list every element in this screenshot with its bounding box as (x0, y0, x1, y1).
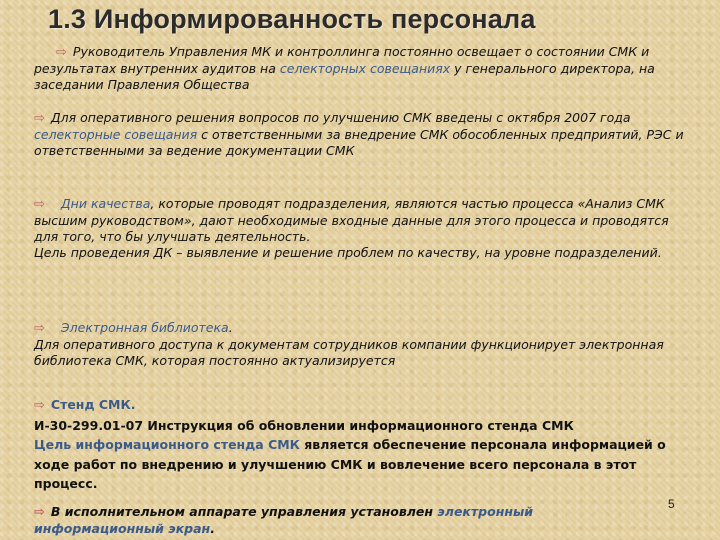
arrow-right-icon: ⇨ (34, 111, 45, 126)
arrow-right-icon: ⇨ (34, 398, 45, 413)
link-info-screen[interactable]: электронный информационный экран (34, 504, 534, 536)
link-quality-days[interactable]: Дни качества (60, 196, 151, 211)
paragraph-electronic-library: ⇨ Электронная библиотека. Для оперативного доступа к документам сотрудников компании функционирует электронная библиотека СМК, которая постоянно актуализируется (34, 320, 684, 369)
arrow-right-icon: ⇨ (34, 321, 45, 336)
paragraph-qms-stand: ⇨ Стенд СМК. И-30-299.01-07 Инструкция об обновлении информационного стенда СМК Цель информационного стенда СМК является обеспечение персонала информацией о ходе работ по внедрению и улучшению СМК и вовлечение всего персонала в этот процесс. (34, 395, 684, 494)
link-stand-goal[interactable]: Цель информационного стенда СМК (34, 437, 300, 452)
page-number: 5 (668, 497, 675, 511)
link-selector-meetings[interactable]: селекторных совещаниях (279, 61, 451, 76)
paragraph-info-screen: ⇨ В исполнительном аппарате управления установлен электронный информационный экран. (34, 504, 534, 536)
arrow-right-icon: ⇨ (34, 197, 45, 212)
quality-days-goal: Цель проведения ДК – выявление и решение проблем по качеству, на уровне подразделений. (34, 245, 662, 260)
paragraph-quality-days: ⇨ Дни качества, которые проводят подразделения, являются частью процесса «Анализ СМК высшим руководством», дают необходимые входные данные для этого процесса и проводятся для того, что бы улучшать деятельность. Цель проведения ДК – выявление и решение проблем по качеству, на уровне подразделений. (34, 196, 684, 261)
paragraph-mk-controlling: ⇨ Руководитель Управления МК и контроллинга постоянно освещает о состоянии СМК и результатах внутренних аудитов на селекторных совещаниях у генерального директора, на заседании Правления Общества (34, 44, 655, 92)
link-qms-stand[interactable]: Стенд СМК. (50, 397, 136, 412)
arrow-right-icon: ⇨ (34, 505, 45, 520)
link-electronic-library[interactable]: Электронная библиотека (60, 320, 229, 335)
instruction-line: И-30-299.01-07 Инструкция об обновлении информационного стенда СМК (34, 417, 574, 433)
link-selector-meetings-2[interactable]: селекторные совещания (34, 127, 198, 142)
electronic-library-text: Для оперативного доступа к документам сотрудников компании функционирует электронная библиотека СМК, которая постоянно актуализируется (34, 337, 664, 368)
arrow-right-icon: ⇨ (56, 45, 67, 60)
slide-title: 1.3 Информированность персонала (48, 4, 536, 34)
paragraph-selector-meetings: ⇨ Для оперативного решения вопросов по улучшению СМК введены с октября 2007 года селекторные совещания с ответственными за внедрение СМК обособленных предприятий, РЭС и ответственными за ведение документации СМК (34, 110, 684, 158)
